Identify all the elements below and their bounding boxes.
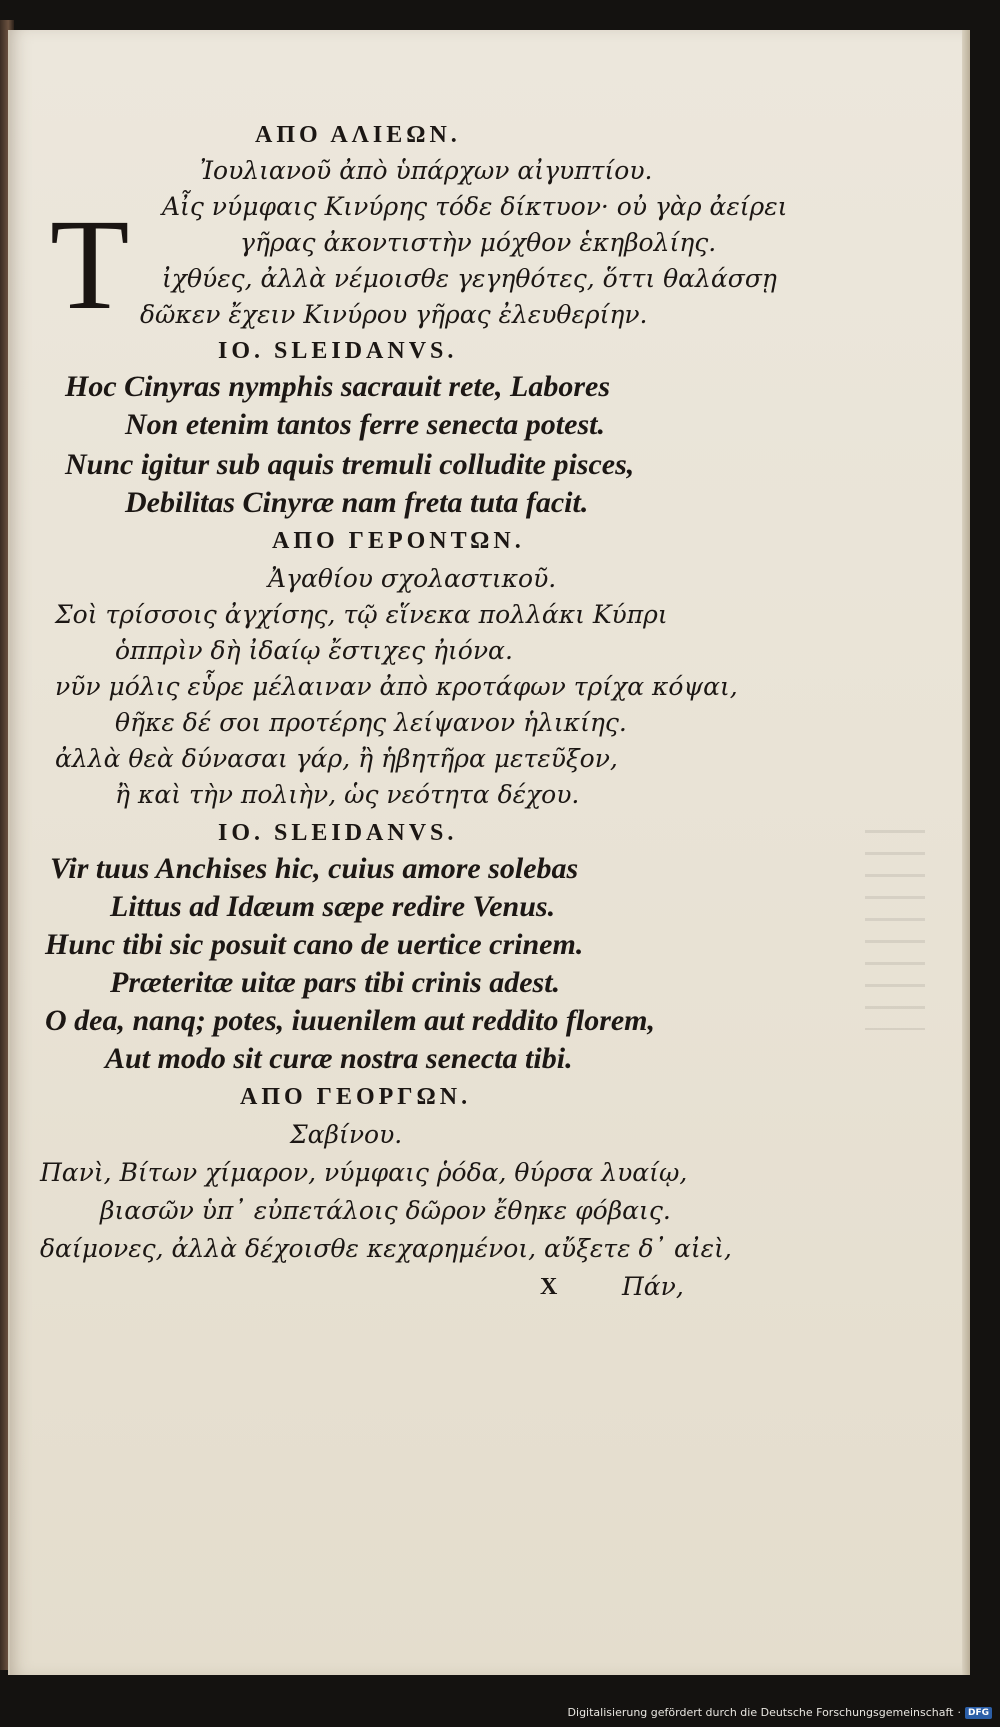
text-line: βιασῶν ὑπ᾽ εὐπετάλοις δῶρον ἔθηκε φόβαις. xyxy=(100,1196,671,1225)
text-line: Πανὶ, Βίτων χίμαρον, νύμφαις ῥόδα, θύρσα λυαίῳ, xyxy=(40,1158,688,1187)
footer-separator: · xyxy=(957,1706,961,1719)
text-line: δαίμονες, ἀλλὰ δέχοισθε κεχαρημένοι, αὔξετε δ᾽ αἰεὶ, xyxy=(40,1234,732,1263)
text-line: θῆκε δέ σοι προτέρης λείψανον ἡλικίης. xyxy=(115,708,627,737)
text-line: ΑΠΟ ΓΕΟΡΓΩΝ. xyxy=(240,1084,472,1110)
text-line: Littus ad Idæum sæpe redire Venus. xyxy=(110,890,556,923)
text-line: Non etenim tantos ferre senecta potest. xyxy=(125,408,605,441)
text-line: Πάν, xyxy=(622,1272,684,1301)
text-line: Ἀγαθίου σχολαστικοῦ. xyxy=(268,564,557,593)
text-line: νῦν μόλις εὗρε μέλαιναν ἀπὸ κροτάφων τρίχα κόψαι, xyxy=(55,672,738,701)
text-line: Αἶς νύμφαις Κινύρης τόδε δίκτυον· οὐ γὰρ ἀείρει xyxy=(162,192,788,221)
text-line: Ἰουλιανοῦ ἀπὸ ὑπάρχων αἰγυπτίου. xyxy=(200,156,653,185)
text-line: δῶκεν ἔχειν Κινύρου γῆρας ἐλευθερίην. xyxy=(140,300,648,329)
text-line: Debilitas Cinyræ nam freta tuta facit. xyxy=(125,486,589,519)
text-line: Aut modo sit curæ nostra senecta tibi. xyxy=(105,1042,573,1075)
dfg-logo-icon: DFG xyxy=(965,1707,992,1719)
page-edge xyxy=(962,30,970,1675)
text-line: Nunc igitur sub aquis tremuli colludite pisces, xyxy=(65,448,635,481)
text-line: IO. SLEIDANVS. xyxy=(218,820,458,846)
text-line: Σαβίνου. xyxy=(290,1120,403,1149)
text-line: ἀλλὰ θεὰ δύνασαι γάρ, ἢ ἡβητῆρα μετεῦξον, xyxy=(55,744,618,773)
footer-text: Digitalisierung gefördert durch die Deutsche Forschungsgemeinschaft xyxy=(567,1706,954,1719)
text-line: ὁππρὶν δὴ ἰδαίῳ ἔστιχες ἠιόνα. xyxy=(115,636,513,665)
text-line: O dea, nanq; potes, iuuenilem aut reddito florem, xyxy=(45,1004,656,1037)
text-line: ΑΠΟ ΓΕΡΟΝΤΩΝ. xyxy=(272,528,525,554)
text-line: X xyxy=(540,1274,562,1300)
text-line: γῆρας ἀκοντιστὴν μόχθον ἑκηβολίης. xyxy=(240,228,717,257)
text-line: ἢ καὶ τὴν πολιὴν, ὡς νεότητα δέχου. xyxy=(115,780,580,809)
drop-cap: T xyxy=(50,193,130,337)
text-line: Vir tuus Anchises hic, cuius amore solebas xyxy=(50,852,579,885)
text-line: Σοὶ τρίσσοις ἀγχίσης, τῷ εἵνεκα πολλάκι Κύπρι xyxy=(55,600,668,629)
text-line: Hoc Cinyras nymphis sacrauit rete, Labores xyxy=(65,370,611,403)
text-line: Hunc tibi sic posuit cano de uertice crinem. xyxy=(45,928,584,961)
footer-credit xyxy=(568,1706,992,1719)
text-line: ἰχθύες, ἀλλὰ νέμοισθε γεγηθότες, ὅττι θαλάσσῃ xyxy=(162,264,777,293)
ink-bleed xyxy=(865,830,925,1030)
text-line: ΑΠΟ ΑΛΙΕΩΝ. xyxy=(255,122,461,148)
text-line: IO. SLEIDANVS. xyxy=(218,338,458,364)
text-line: Præteritæ uitæ pars tibi crinis adest. xyxy=(110,966,561,999)
